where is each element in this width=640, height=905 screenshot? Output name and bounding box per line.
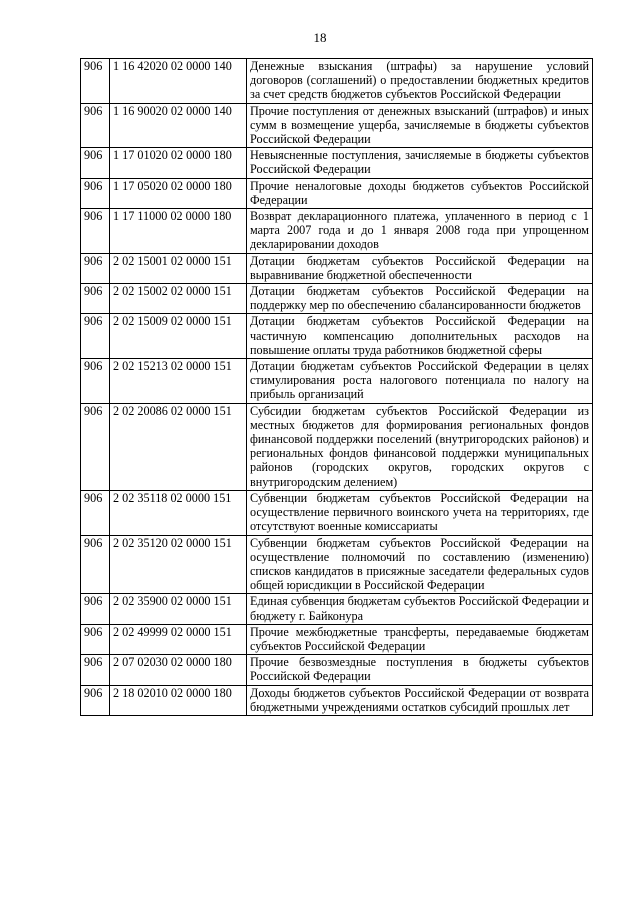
description-cell: Прочие безвозмездные поступления в бюджеты субъектов Российской Федерации: [247, 655, 593, 685]
table-row: [81, 148, 593, 178]
description-cell: Доходы бюджетов субъектов Российской Федерации от возврата бюджетными учреждениями остатков субсидий прошлых лет: [247, 685, 593, 715]
revenue-code-cell: 2 02 15001 02 0000 151: [110, 253, 247, 283]
admin-code-cell: 906: [81, 314, 110, 359]
revenue-code-cell: 2 02 35900 02 0000 151: [110, 594, 247, 624]
admin-code-cell: 906: [81, 209, 110, 254]
description-cell: Субсидии бюджетам субъектов Российской Федерации из местных бюджетов для формирования региональных фондов финансовой поддержки поселений (внутригородских районов) и региональных фондов финансовой поддержки муниципальных районов (городских округов, городских округов с внутригородским делением): [247, 403, 593, 490]
table-row: [81, 209, 593, 254]
admin-code-cell: 906: [81, 284, 110, 314]
description-cell: Единая субвенция бюджетам субъектов Российской Федерации и бюджету г. Байконура: [247, 594, 593, 624]
admin-code-cell: 906: [81, 490, 110, 535]
table-row: [81, 178, 593, 208]
admin-code-cell: 906: [81, 178, 110, 208]
revenue-code-cell: 2 02 15009 02 0000 151: [110, 314, 247, 359]
table-row: [81, 624, 593, 654]
description-cell: Возврат декларационного платежа, уплаченного в период с 1 марта 2007 года и до 1 января 2008 года при упрощенном декларировании доходов: [247, 209, 593, 254]
description-cell: Дотации бюджетам субъектов Российской Федерации на поддержку мер по обеспечению сбалансированности бюджетов: [247, 284, 593, 314]
description-cell: Денежные взыскания (штрафы) за нарушение условий договоров (соглашений) о предоставлении бюджетных кредитов за счет средств бюджетов субъектов Российской Федерации: [247, 59, 593, 104]
description-cell: Прочие межбюджетные трансферты, передаваемые бюджетам субъектов Российской Федерации: [247, 624, 593, 654]
admin-code-cell: 906: [81, 253, 110, 283]
revenue-code-cell: 2 02 35118 02 0000 151: [110, 490, 247, 535]
admin-code-cell: 906: [81, 359, 110, 404]
admin-code-cell: 906: [81, 594, 110, 624]
revenue-code-cell: 1 17 11000 02 0000 180: [110, 209, 247, 254]
admin-code-cell: 906: [81, 624, 110, 654]
table-row: [81, 359, 593, 404]
revenue-code-cell: 1 17 01020 02 0000 180: [110, 148, 247, 178]
description-cell: Дотации бюджетам субъектов Российской Федерации в целях стимулирования роста налогового потенциала по налогу на прибыль организаций: [247, 359, 593, 404]
admin-code-cell: 906: [81, 103, 110, 148]
description-cell: Дотации бюджетам субъектов Российской Федерации на выравнивание бюджетной обеспеченности: [247, 253, 593, 283]
revenue-code-cell: 1 16 90020 02 0000 140: [110, 103, 247, 148]
admin-code-cell: 906: [81, 148, 110, 178]
revenue-code-cell: 2 02 15002 02 0000 151: [110, 284, 247, 314]
revenue-code-cell: 1 17 05020 02 0000 180: [110, 178, 247, 208]
admin-code-cell: 906: [81, 535, 110, 594]
revenue-code-cell: 2 02 35120 02 0000 151: [110, 535, 247, 594]
page-number: 18: [313, 30, 327, 45]
table-row: [81, 594, 593, 624]
description-cell: Дотации бюджетам субъектов Российской Федерации на частичную компенсацию дополнительных расходов на повышение оплаты труда работников бюджетной сферы: [247, 314, 593, 359]
revenue-code-cell: 2 18 02010 02 0000 180: [110, 685, 247, 715]
table-row: [81, 253, 593, 283]
description-cell: Субвенции бюджетам субъектов Российской Федерации на осуществление первичного воинского учета на территориях, где отсутствуют военные комиссариаты: [247, 490, 593, 535]
description-cell: Субвенции бюджетам субъектов Российской Федерации на осуществление полномочий по составлению (изменению) списков кандидатов в присяжные заседатели федеральных судов общей юрисдикции в Российской Федерации: [247, 535, 593, 594]
table-row: [81, 655, 593, 685]
description-cell: Невыясненные поступления, зачисляемые в бюджеты субъектов Российской Федерации: [247, 148, 593, 178]
revenue-codes-table: [80, 58, 593, 716]
revenue-code-cell: 2 07 02030 02 0000 180: [110, 655, 247, 685]
table-row: [81, 284, 593, 314]
description-cell: Прочие неналоговые доходы бюджетов субъектов Российской Федерации: [247, 178, 593, 208]
table-row: [81, 403, 593, 490]
table-row: [81, 314, 593, 359]
revenue-code-cell: 2 02 49999 02 0000 151: [110, 624, 247, 654]
revenue-code-cell: 1 16 42020 02 0000 140: [110, 59, 247, 104]
admin-code-cell: 906: [81, 59, 110, 104]
admin-code-cell: 906: [81, 655, 110, 685]
table-row: [81, 535, 593, 594]
admin-code-cell: 906: [81, 403, 110, 490]
admin-code-cell: 906: [81, 685, 110, 715]
table-row: [81, 59, 593, 104]
table-row: [81, 103, 593, 148]
table-row: [81, 490, 593, 535]
revenue-code-cell: 2 02 20086 02 0000 151: [110, 403, 247, 490]
table-row: [81, 685, 593, 715]
description-cell: Прочие поступления от денежных взысканий (штрафов) и иных сумм в возмещение ущерба, зачисляемые в бюджеты субъектов Российской Федерации: [247, 103, 593, 148]
revenue-code-cell: 2 02 15213 02 0000 151: [110, 359, 247, 404]
